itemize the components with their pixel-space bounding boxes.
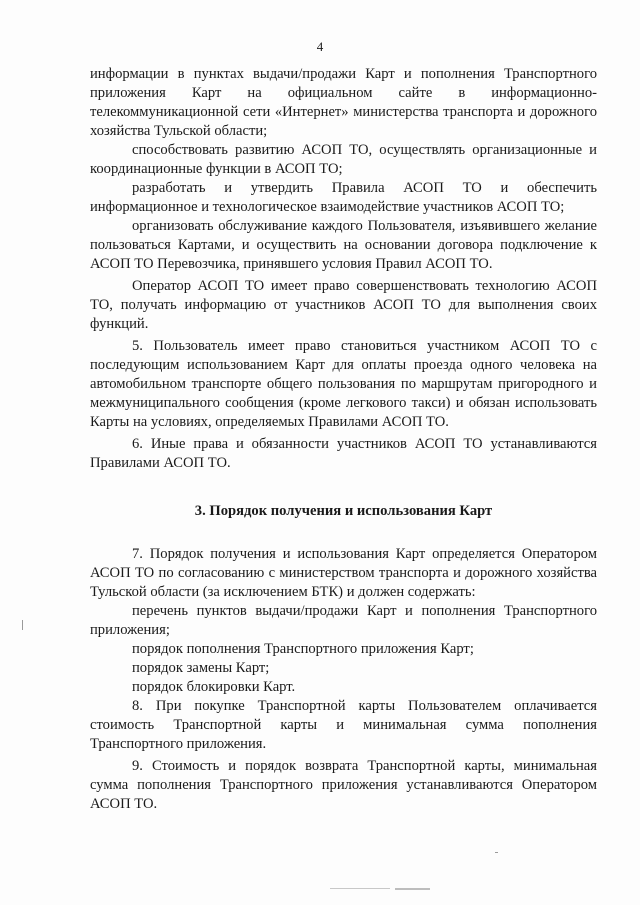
paragraph: информации в пунктах выдачи/продажи Карт и пополнения Транспортного приложения Карт на официальном сайте в информационно-телекоммуникационной сети «Интернет» министерства транспорта и дорожного хозяйства Тульской области;	[90, 66, 597, 139]
paragraph: 9. Стоимость и порядок возврата Транспортной карты, минимальная сумма пополнения Транспортного приложения устанавливаются Оператором АСОП ТО.	[90, 758, 597, 812]
section-heading: 3. Порядок получения и использования Карт	[194, 503, 493, 519]
scan-artifact	[330, 888, 390, 889]
paragraph: способствовать развитию АСОП ТО, осуществлять организационные и координационные функции в АСОП ТО;	[90, 142, 597, 177]
paragraph: порядок пополнения Транспортного приложения Карт;	[132, 641, 474, 657]
paragraph: порядок блокировки Карт.	[132, 679, 296, 695]
paragraph: разработать и утвердить Правила АСОП ТО и обеспечить информационное и технологическое взаимодействие участников АСОП ТО;	[90, 180, 597, 215]
page-number: 4	[316, 39, 324, 54]
scan-artifact	[395, 888, 430, 890]
paragraph: 8. При покупке Транспортной карты Пользователем оплачивается стоимость Транспортной карты и минимальная сумма пополнения Транспортного приложения.	[90, 698, 597, 752]
paragraph: 7. Порядок получения и использования Карт определяется Оператором АСОП ТО по согласованию с министерством транспорта и дорожного хозяйства Тульской области (за исключением БТК) и должен содержать:	[90, 546, 597, 600]
document-body	[90, 65, 597, 814]
paragraph: Оператор АСОП ТО имеет право совершенствовать технологию АСОП ТО, получать информацию от участников АСОП ТО для выполнения своих функций.	[90, 278, 597, 332]
scan-artifact	[22, 620, 23, 630]
paragraph: организовать обслуживание каждого Пользователя, изъявившего желание пользоваться Картами, и осуществить на основании договора подключение к АСОП ТО Перевозчика, принявшего условия Правил АСОП ТО.	[90, 218, 597, 272]
paragraph: перечень пунктов выдачи/продажи Карт и пополнения Транспортного приложения;	[90, 603, 597, 638]
paragraph: 6. Иные права и обязанности участников АСОП ТО устанавливаются Правилами АСОП ТО.	[90, 436, 597, 471]
scan-artifact	[495, 852, 498, 853]
paragraph: порядок замены Карт;	[132, 660, 270, 676]
paragraph: 5. Пользователь имеет право становиться участником АСОП ТО с последующим использованием Карт для оплаты проезда одного человека на автомобильном транспорте общего пользования по маршрутам пригородного и межмуниципального сообщения (кроме легкового такси) и обязан использовать Карты на условиях, определяемых Правилами АСОП ТО.	[90, 338, 597, 430]
